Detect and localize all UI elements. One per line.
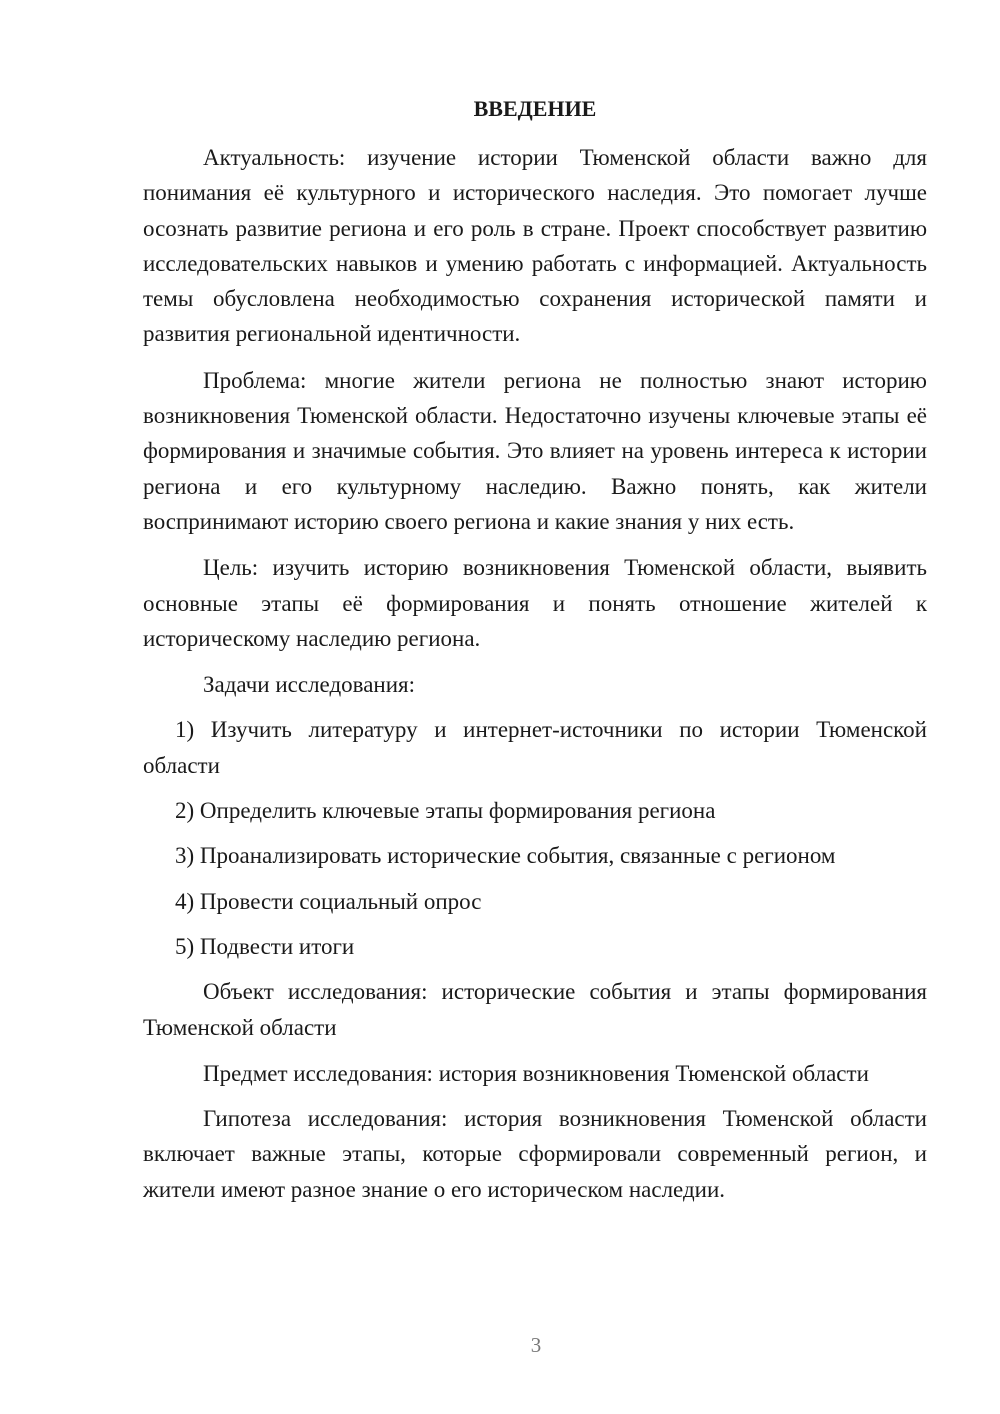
task-item: 2) Определить ключевые этапы формирования региона — [175, 798, 716, 824]
hypothesis-paragraph: Гипотеза исследования: история возникновения Тюменской области включает важные этапы, которые сформировали современный регион, и жители имеют разное знание о его историческом наследии. — [143, 1106, 927, 1202]
subject-paragraph: Предмет исследования: история возникновения Тюменской области — [203, 1060, 869, 1086]
page-title: ВВЕДЕНИЕ — [473, 96, 597, 121]
problem-paragraph: Проблема: многие жители региона не полностью знают историю возникновения Тюменской области. Недостаточно изучены ключевые этапы её формирования и значимые события. Это влияет на уровень интереса к истории региона и его культурному наследию. Важно понять, как жители воспринимают историю своего региона и какие знания у них есть. — [143, 367, 927, 534]
task-item: 1) Изучить литературу и интернет-источники по истории Тюменской области — [143, 717, 927, 778]
page-number: 3 — [530, 1333, 542, 1357]
relevance-paragraph: Актуальность: изучение истории Тюменской области важно для понимания её культурного и исторического наследия. Это помогает лучше осознать развитие региона и его роль в стране. Проект способствует развитию исследовательских навыков и умению работать с информацией. Актуальность темы обусловлена необходимостью сохранения исторической памяти и развития региональной идентичности. — [143, 145, 927, 347]
page-content — [143, 94, 927, 1218]
object-paragraph: Объект исследования: исторические события и этапы формирования Тюменской области — [143, 979, 927, 1040]
task-item: 4) Провести социальный опрос — [175, 888, 482, 914]
task-item: 3) Проанализировать исторические события, связанные с регионом — [175, 843, 836, 869]
task-item: 5) Подвести итоги — [175, 933, 355, 959]
goal-paragraph: Цель: изучить историю возникновения Тюменской области, выявить основные этапы её формирования и понять отношение жителей к историческому наследию региона. — [143, 555, 927, 651]
tasks-heading: Задачи исследования: — [203, 672, 416, 698]
